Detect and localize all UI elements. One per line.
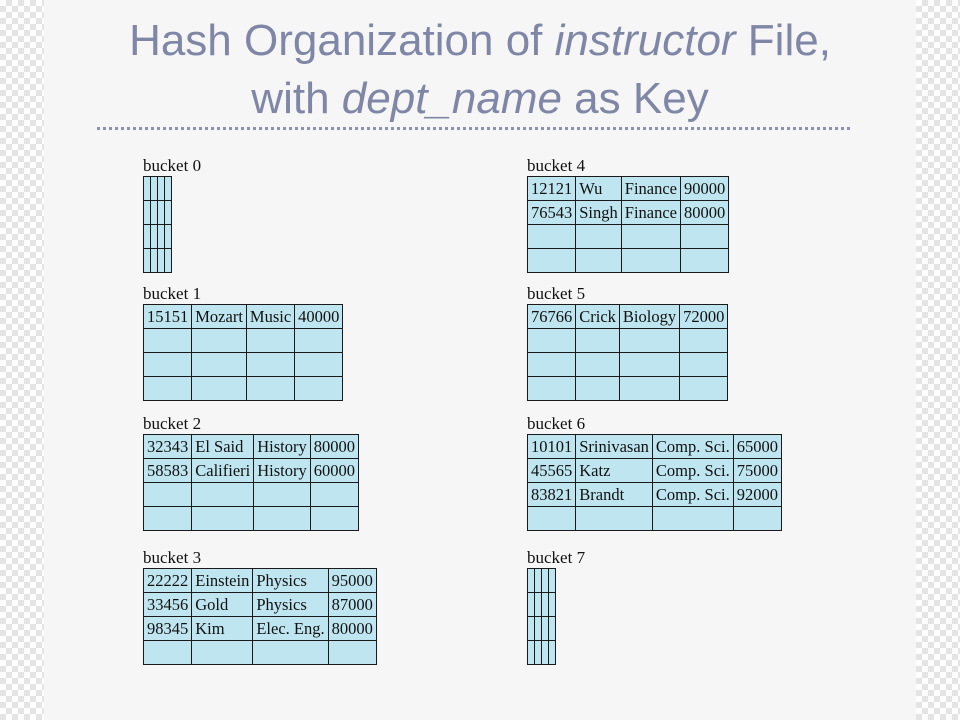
table-row — [528, 507, 782, 531]
id-cell: 58583 — [144, 459, 192, 483]
table-row — [528, 483, 782, 507]
salary-cell — [165, 201, 172, 225]
id-cell — [528, 507, 576, 531]
table-row — [144, 305, 343, 329]
name-cell: Katz — [576, 459, 653, 483]
name-cell: Brandt — [576, 483, 653, 507]
bucket-label: bucket 2 — [143, 414, 202, 433]
id-cell — [144, 641, 192, 665]
table-row — [144, 249, 172, 273]
id-cell: 10101 — [528, 435, 576, 459]
id-cell: 33456 — [144, 593, 192, 617]
dept-cell — [158, 201, 165, 225]
table-row — [144, 177, 172, 201]
table-row — [528, 201, 729, 225]
dept-cell — [542, 617, 549, 641]
salary-cell: 80000 — [310, 435, 358, 459]
id-cell: 32343 — [144, 435, 192, 459]
salary-cell: 87000 — [328, 593, 376, 617]
dept-cell — [621, 249, 680, 273]
title-divider — [97, 127, 850, 130]
table-row — [144, 459, 359, 483]
title-line2-pre: with — [251, 74, 342, 123]
id-cell — [144, 201, 151, 225]
name-cell — [576, 507, 653, 531]
name-cell — [535, 569, 542, 593]
salary-cell: 40000 — [295, 305, 343, 329]
name-cell — [192, 483, 254, 507]
table-row — [528, 177, 729, 201]
salary-cell: 65000 — [733, 435, 781, 459]
name-cell — [192, 329, 247, 353]
title-line1-em: instructor — [554, 16, 736, 65]
table-row — [528, 249, 729, 273]
name-cell — [151, 177, 158, 201]
dept-cell — [254, 507, 311, 531]
name-cell: Califieri — [192, 459, 254, 483]
dept-cell: Physics — [253, 593, 328, 617]
id-cell: 45565 — [528, 459, 576, 483]
dept-cell — [619, 353, 679, 377]
salary-cell: 92000 — [733, 483, 781, 507]
dept-cell: Comp. Sci. — [652, 435, 733, 459]
name-cell: Kim — [192, 617, 253, 641]
name-cell: Einstein — [192, 569, 253, 593]
salary-cell — [680, 353, 728, 377]
name-cell — [151, 249, 158, 273]
bucket-label: bucket 4 — [527, 156, 586, 175]
dept-cell — [158, 225, 165, 249]
table-row — [144, 483, 359, 507]
name-cell — [192, 507, 254, 531]
name-cell: El Said — [192, 435, 254, 459]
name-cell — [151, 201, 158, 225]
bucket-table — [527, 568, 556, 665]
table-row — [144, 201, 172, 225]
name-cell — [192, 641, 253, 665]
name-cell — [192, 353, 247, 377]
table-row — [528, 377, 728, 401]
bucket-label: bucket 0 — [143, 156, 202, 175]
dept-cell — [619, 377, 679, 401]
dept-cell: Comp. Sci. — [652, 483, 733, 507]
table-row — [528, 353, 728, 377]
id-cell — [144, 353, 192, 377]
bucket-table — [143, 176, 172, 273]
title-line1-post: File, — [735, 16, 831, 65]
salary-cell — [295, 377, 343, 401]
dept-cell: Comp. Sci. — [652, 459, 733, 483]
id-cell: 76543 — [528, 201, 576, 225]
dept-cell: Elec. Eng. — [253, 617, 328, 641]
salary-cell — [328, 641, 376, 665]
salary-cell: 80000 — [681, 201, 729, 225]
salary-cell — [680, 329, 728, 353]
bucket-table — [143, 568, 377, 665]
dept-cell: Biology — [619, 305, 679, 329]
salary-cell — [295, 353, 343, 377]
dept-cell — [254, 483, 311, 507]
bucket-table — [527, 176, 729, 273]
salary-cell — [549, 617, 556, 641]
table-row — [528, 329, 728, 353]
id-cell — [144, 507, 192, 531]
name-cell — [576, 225, 622, 249]
dept-cell — [652, 507, 733, 531]
id-cell — [528, 329, 576, 353]
bucket-label: bucket 7 — [527, 548, 586, 567]
id-cell — [144, 177, 151, 201]
dept-cell — [158, 177, 165, 201]
bucket-table — [527, 304, 728, 401]
salary-cell — [549, 641, 556, 665]
id-cell — [528, 249, 576, 273]
bucket-table — [143, 434, 359, 531]
title-line2-post: as Key — [561, 74, 709, 123]
table-row — [528, 641, 556, 665]
salary-cell — [549, 593, 556, 617]
id-cell: 15151 — [144, 305, 192, 329]
title-line-1 — [44, 12, 916, 70]
table-row — [528, 305, 728, 329]
table-row — [528, 593, 556, 617]
name-cell — [535, 617, 542, 641]
dept-cell — [246, 353, 294, 377]
salary-cell: 75000 — [733, 459, 781, 483]
id-cell — [528, 617, 535, 641]
id-cell — [144, 483, 192, 507]
slide-title — [44, 12, 916, 128]
salary-cell — [733, 507, 781, 531]
dept-cell — [542, 593, 549, 617]
id-cell — [528, 353, 576, 377]
salary-cell — [680, 377, 728, 401]
dept-cell: History — [254, 435, 311, 459]
name-cell: Wu — [576, 177, 622, 201]
dept-cell: Music — [246, 305, 294, 329]
dept-cell — [542, 641, 549, 665]
table-row — [144, 225, 172, 249]
salary-cell — [310, 483, 358, 507]
name-cell — [192, 377, 247, 401]
dept-cell — [542, 569, 549, 593]
name-cell — [151, 225, 158, 249]
table-row — [144, 377, 343, 401]
salary-cell — [681, 225, 729, 249]
salary-cell — [549, 569, 556, 593]
table-row — [528, 435, 782, 459]
name-cell — [535, 641, 542, 665]
salary-cell: 60000 — [310, 459, 358, 483]
id-cell — [528, 225, 576, 249]
bucket-label: bucket 6 — [527, 414, 586, 433]
table-row — [144, 435, 359, 459]
salary-cell — [165, 225, 172, 249]
dept-cell — [246, 329, 294, 353]
id-cell — [144, 225, 151, 249]
bucket-label: bucket 1 — [143, 284, 202, 303]
table-row — [144, 569, 377, 593]
salary-cell: 72000 — [680, 305, 728, 329]
left-border-pattern — [0, 0, 44, 720]
dept-cell: Finance — [621, 201, 680, 225]
id-cell — [528, 641, 535, 665]
id-cell — [144, 329, 192, 353]
right-border-pattern — [916, 0, 960, 720]
salary-cell — [165, 249, 172, 273]
dept-cell — [619, 329, 679, 353]
title-line2-em: dept_name — [341, 74, 562, 123]
salary-cell — [681, 249, 729, 273]
dept-cell: Physics — [253, 569, 328, 593]
title-line1-pre: Hash Organization of — [129, 16, 555, 65]
bucket-label: bucket 3 — [143, 548, 202, 567]
id-cell: 76766 — [528, 305, 576, 329]
salary-cell — [165, 177, 172, 201]
salary-cell: 90000 — [681, 177, 729, 201]
salary-cell — [310, 507, 358, 531]
name-cell: Gold — [192, 593, 253, 617]
id-cell: 22222 — [144, 569, 192, 593]
dept-cell — [621, 225, 680, 249]
dept-cell: History — [254, 459, 311, 483]
id-cell: 98345 — [144, 617, 192, 641]
table-row — [144, 507, 359, 531]
table-row — [144, 617, 377, 641]
table-row — [528, 569, 556, 593]
table-row — [528, 617, 556, 641]
title-line-2 — [44, 70, 916, 128]
dept-cell — [246, 377, 294, 401]
id-cell — [144, 249, 151, 273]
bucket-label: bucket 5 — [527, 284, 586, 303]
table-row — [144, 641, 377, 665]
name-cell — [576, 353, 620, 377]
bucket-table — [527, 434, 782, 531]
table-row — [144, 593, 377, 617]
name-cell: Srinivasan — [576, 435, 653, 459]
id-cell — [528, 569, 535, 593]
salary-cell: 95000 — [328, 569, 376, 593]
name-cell: Crick — [576, 305, 620, 329]
name-cell — [576, 377, 620, 401]
name-cell: Singh — [576, 201, 622, 225]
name-cell — [576, 249, 622, 273]
id-cell: 12121 — [528, 177, 576, 201]
name-cell: Mozart — [192, 305, 247, 329]
dept-cell — [158, 249, 165, 273]
id-cell — [528, 377, 576, 401]
id-cell — [144, 377, 192, 401]
name-cell — [535, 593, 542, 617]
salary-cell — [295, 329, 343, 353]
name-cell — [576, 329, 620, 353]
id-cell — [528, 593, 535, 617]
table-row — [528, 225, 729, 249]
salary-cell: 80000 — [328, 617, 376, 641]
table-row — [528, 459, 782, 483]
bucket-table — [143, 304, 343, 401]
dept-cell: Finance — [621, 177, 680, 201]
dept-cell — [253, 641, 328, 665]
table-row — [144, 353, 343, 377]
id-cell: 83821 — [528, 483, 576, 507]
table-row — [144, 329, 343, 353]
